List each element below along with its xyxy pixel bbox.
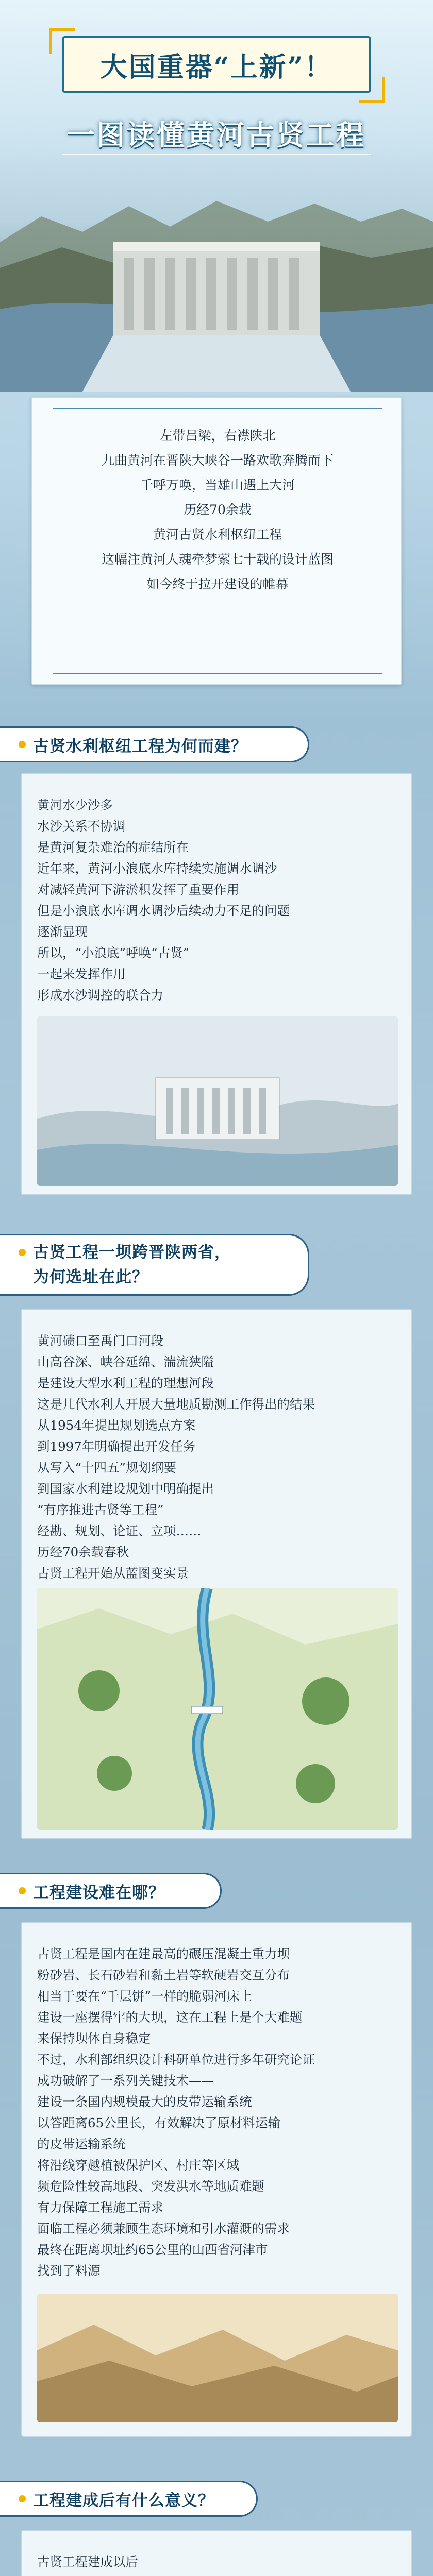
intro-line: 如今终于拉开建设的帷幕 <box>146 577 289 591</box>
section-header <box>0 1873 222 1909</box>
intro-line: 这幅注黄河人魂牵梦萦七十载的设计蓝图 <box>101 552 334 567</box>
section-line: 的皮带运输系统 <box>37 2137 126 2151</box>
section-line: 频危险性较高地段、突发洪水等地质难题 <box>37 2179 264 2194</box>
page-title: 大国重器“上新”！ <box>62 36 371 93</box>
section-title: 工程建成后有什么意义？ <box>33 2491 214 2510</box>
section-line: 所以，“小浪底”呼唤“古贤” <box>37 945 190 960</box>
hero-banner <box>0 0 433 392</box>
divider <box>53 673 382 674</box>
section-text <box>37 1943 315 2281</box>
page-subtitle: 一图读懂黄河古贤工程 <box>67 118 366 151</box>
section-line: 水沙关系不协调 <box>37 819 126 834</box>
section-line: 对减轻黄河下游淤积发挥了重要作用 <box>37 882 239 897</box>
section-line: 逐渐显现 <box>37 924 88 939</box>
intro-line: 历经70余载 <box>184 502 252 517</box>
section-line: 不过，水利部组织设计科研单位进行多年研究论证 <box>37 2052 315 2067</box>
intro-line: 左带吕梁，右襟陕北 <box>159 428 276 443</box>
intro-line: 千呼万唤，当雄山遇上大河 <box>140 478 295 493</box>
section-line: 粉砂岩、长石砂岩和黏土岩等软硬岩交互分布 <box>37 1968 290 1982</box>
section-line: 面临工程必须兼顾生态环境和引水灌溉的需求 <box>37 2221 290 2236</box>
section-title-row <box>19 1240 231 1265</box>
section-line: 形成水沙调控的联合力 <box>37 988 163 1003</box>
section-line <box>37 2572 303 2576</box>
section-title: 古贤水利枢纽工程为何而建？ <box>33 737 247 756</box>
intro-line: 黄河古贤水利枢纽工程 <box>153 527 282 542</box>
section-line: 古贤工程是国内在建最高的碾压混凝土重力坝 <box>37 1946 290 1961</box>
section-line: 近年来，黄河小浪底水库持续实施调水调沙 <box>37 861 277 876</box>
section-line: 是建设大型水利工程的理想河段 <box>37 1376 214 1391</box>
section-line: 来保持坝体自身稳定 <box>37 2031 151 2046</box>
section-line: 建设一条国内规模最大的皮带运输系统 <box>37 2094 252 2109</box>
section-title: 工程建设难在哪？ <box>33 1883 165 1902</box>
section-card <box>21 1309 412 1839</box>
section-title: 古贤工程一坝跨晋陕两省， <box>33 1243 231 1262</box>
landscape-illustration <box>37 2294 398 2422</box>
section-line: 但是小浪底水库调水调沙后续动力不足的问题 <box>37 903 290 918</box>
section-line: 历经70余载春秋 <box>37 1545 129 1560</box>
section-card <box>21 773 412 1195</box>
section-header <box>0 726 309 762</box>
section-header <box>0 1234 309 1296</box>
section-line: 一起来发挥作用 <box>37 967 126 981</box>
section-line: 成功破解了一系列关键技术—— <box>37 2073 214 2088</box>
section-text <box>37 794 290 1006</box>
section-line: 找到了料源 <box>37 2263 101 2278</box>
subtitle-underline <box>62 154 371 155</box>
pin-icon <box>19 2495 26 2502</box>
pin-icon <box>19 741 26 748</box>
section-card <box>21 2530 412 2576</box>
pin-icon <box>19 1887 26 1894</box>
section-line: 到国家水利建设规划中明确提出 <box>37 1481 214 1496</box>
intro-card <box>31 397 402 685</box>
divider <box>53 408 382 409</box>
dam-illustration <box>37 1016 398 1186</box>
section-line: 将沿线穿越植被保护区、村庄等区域 <box>37 2158 239 2173</box>
section-line: 有力保障工程施工需求 <box>37 2200 163 2215</box>
section-line: 古贤工程开始从蓝图变实景 <box>37 1566 189 1581</box>
section-title: 为何选址在此？ <box>33 1268 148 1286</box>
section-line: 从1954年提出规划选点方案 <box>37 1418 196 1433</box>
section-line: 经勘、规划、论证、立项…… <box>37 1523 202 1538</box>
section-card <box>21 1922 412 2437</box>
intro-line: 九曲黄河在晋陕大峡谷一路欢歌奔腾而下 <box>101 453 334 468</box>
section-line: 以答距离65公里长，有效解决了原材料运输 <box>37 2115 281 2130</box>
section-text <box>37 2551 303 2576</box>
section-title-row <box>19 1265 148 1290</box>
intro-text <box>32 423 403 597</box>
section-line: “有序推进古贤等工程” <box>37 1502 164 1517</box>
section-text <box>37 1330 315 1584</box>
section-line: 最终在距离坝址约65公里的山西省河津市 <box>37 2242 268 2257</box>
section-line: 黄河水少沙多 <box>37 798 113 812</box>
section-line: 黄河碛口至禹门口河段 <box>37 1333 163 1348</box>
map-illustration <box>37 1588 398 1830</box>
section-line: 相当于要在“千层饼”一样的脆弱河床上 <box>37 1989 253 2004</box>
section-line: 这是几代水利人开展大量地质勘测工作得出的结果 <box>37 1397 315 1412</box>
section-line: 是黄河复杂难治的症结所在 <box>37 840 189 855</box>
section-line: 山高谷深、峡谷延绵、湍流狭隘 <box>37 1354 214 1369</box>
section-line: 从写入“十四五”规划纲要 <box>37 1460 177 1475</box>
section-header <box>0 2481 258 2517</box>
section-line: 到1997年明确提出开发任务 <box>37 1439 196 1454</box>
section-line: 古贤工程建成以后 <box>37 2554 138 2569</box>
title-corner-deco <box>359 77 385 103</box>
section-line: 建设一座摆得牢的大坝，这在工程上是个大难题 <box>37 2010 303 2025</box>
pin-icon <box>19 1249 26 1256</box>
